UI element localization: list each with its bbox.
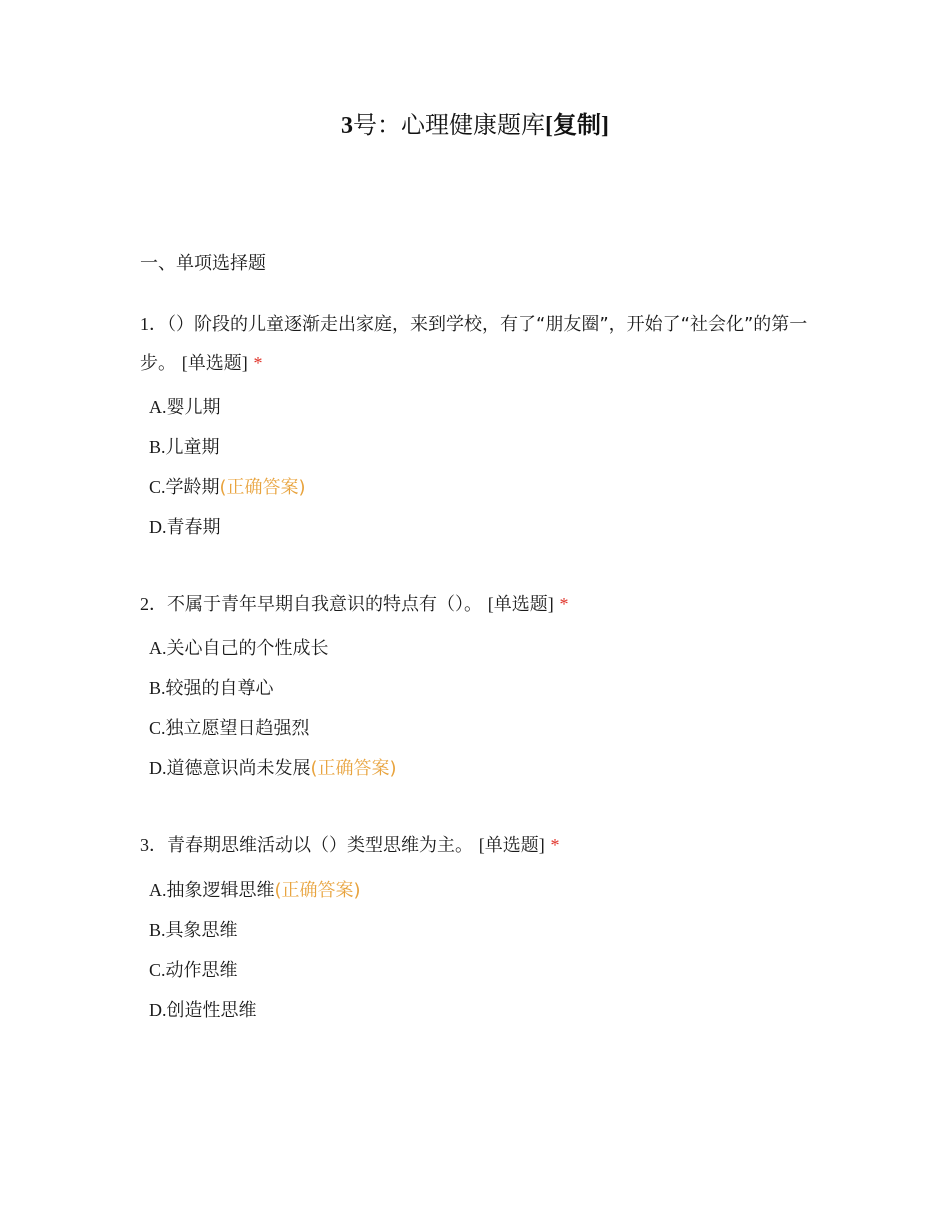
- question-text: （）阶段的儿童逐渐走出家庭，来到学校，有了“朋友圈”，开始了“社会化”的第一步。: [140, 314, 808, 374]
- option-b[interactable]: [149, 668, 397, 708]
- option-text: 婴儿期: [166, 397, 221, 418]
- question-1: [140, 305, 820, 383]
- option-b[interactable]: [149, 427, 306, 467]
- option-text: 较强的自尊心: [165, 678, 274, 699]
- title-text: 号：心理健康题库: [353, 113, 545, 139]
- option-letter: C.: [149, 718, 166, 738]
- question-3: [140, 826, 820, 865]
- question-text: 不属于青年早期自我意识的特点有（）。: [167, 594, 482, 615]
- option-text: 儿童期: [165, 437, 220, 458]
- page-title: [0, 110, 950, 142]
- option-letter: A.: [149, 880, 167, 900]
- option-letter: A.: [149, 638, 167, 658]
- correct-answer-label: (正确答案): [274, 880, 361, 901]
- correct-answer-label: (正确答案): [219, 477, 306, 498]
- question-number: 2．: [140, 594, 167, 614]
- question-2-options: [149, 628, 397, 788]
- question-2: [140, 585, 820, 624]
- question-1-options: [149, 387, 306, 547]
- option-letter: C.: [149, 477, 166, 497]
- option-a[interactable]: [149, 870, 361, 910]
- title-number: 3: [341, 113, 353, 139]
- option-text: 道德意识尚未发展: [166, 758, 311, 779]
- required-asterisk: *: [253, 353, 263, 373]
- option-b[interactable]: [149, 910, 361, 950]
- option-letter: B.: [149, 437, 166, 457]
- option-letter: C.: [149, 960, 166, 980]
- question-type-tag: [单选题]: [181, 353, 248, 373]
- option-d[interactable]: [149, 990, 361, 1030]
- option-text: 青春期: [166, 517, 221, 538]
- correct-answer-label: (正确答案): [310, 758, 397, 779]
- option-d[interactable]: [149, 507, 306, 547]
- option-letter: B.: [149, 678, 166, 698]
- option-a[interactable]: [149, 387, 306, 427]
- question-type-tag: [单选题]: [487, 594, 554, 614]
- question-number: 3．: [140, 835, 167, 855]
- option-c[interactable]: [149, 467, 306, 507]
- option-text: 独立愿望日趋强烈: [165, 718, 310, 739]
- option-text: 抽象逻辑思维: [166, 880, 275, 901]
- option-text: 关心自己的个性成长: [166, 638, 329, 659]
- required-asterisk: *: [559, 594, 569, 614]
- option-c[interactable]: [149, 708, 397, 748]
- title-copy-tag: [复制]: [545, 113, 609, 139]
- option-d[interactable]: [149, 748, 397, 788]
- section-heading: 一、单项选择题: [140, 253, 266, 274]
- question-number: 1．: [140, 314, 167, 334]
- option-letter: D.: [149, 758, 167, 778]
- question-text: 青春期思维活动以（）类型思维为主。: [167, 835, 473, 856]
- option-letter: D.: [149, 517, 167, 537]
- question-type-tag: [单选题]: [478, 835, 545, 855]
- option-text: 创造性思维: [166, 1000, 257, 1021]
- option-text: 具象思维: [165, 920, 238, 941]
- question-3-options: [149, 870, 361, 1030]
- option-text: 学龄期: [165, 477, 220, 498]
- option-text: 动作思维: [165, 960, 238, 981]
- required-asterisk: *: [550, 835, 560, 855]
- option-letter: B.: [149, 920, 166, 940]
- option-c[interactable]: [149, 950, 361, 990]
- option-letter: D.: [149, 1000, 167, 1020]
- option-a[interactable]: [149, 628, 397, 668]
- option-letter: A.: [149, 397, 167, 417]
